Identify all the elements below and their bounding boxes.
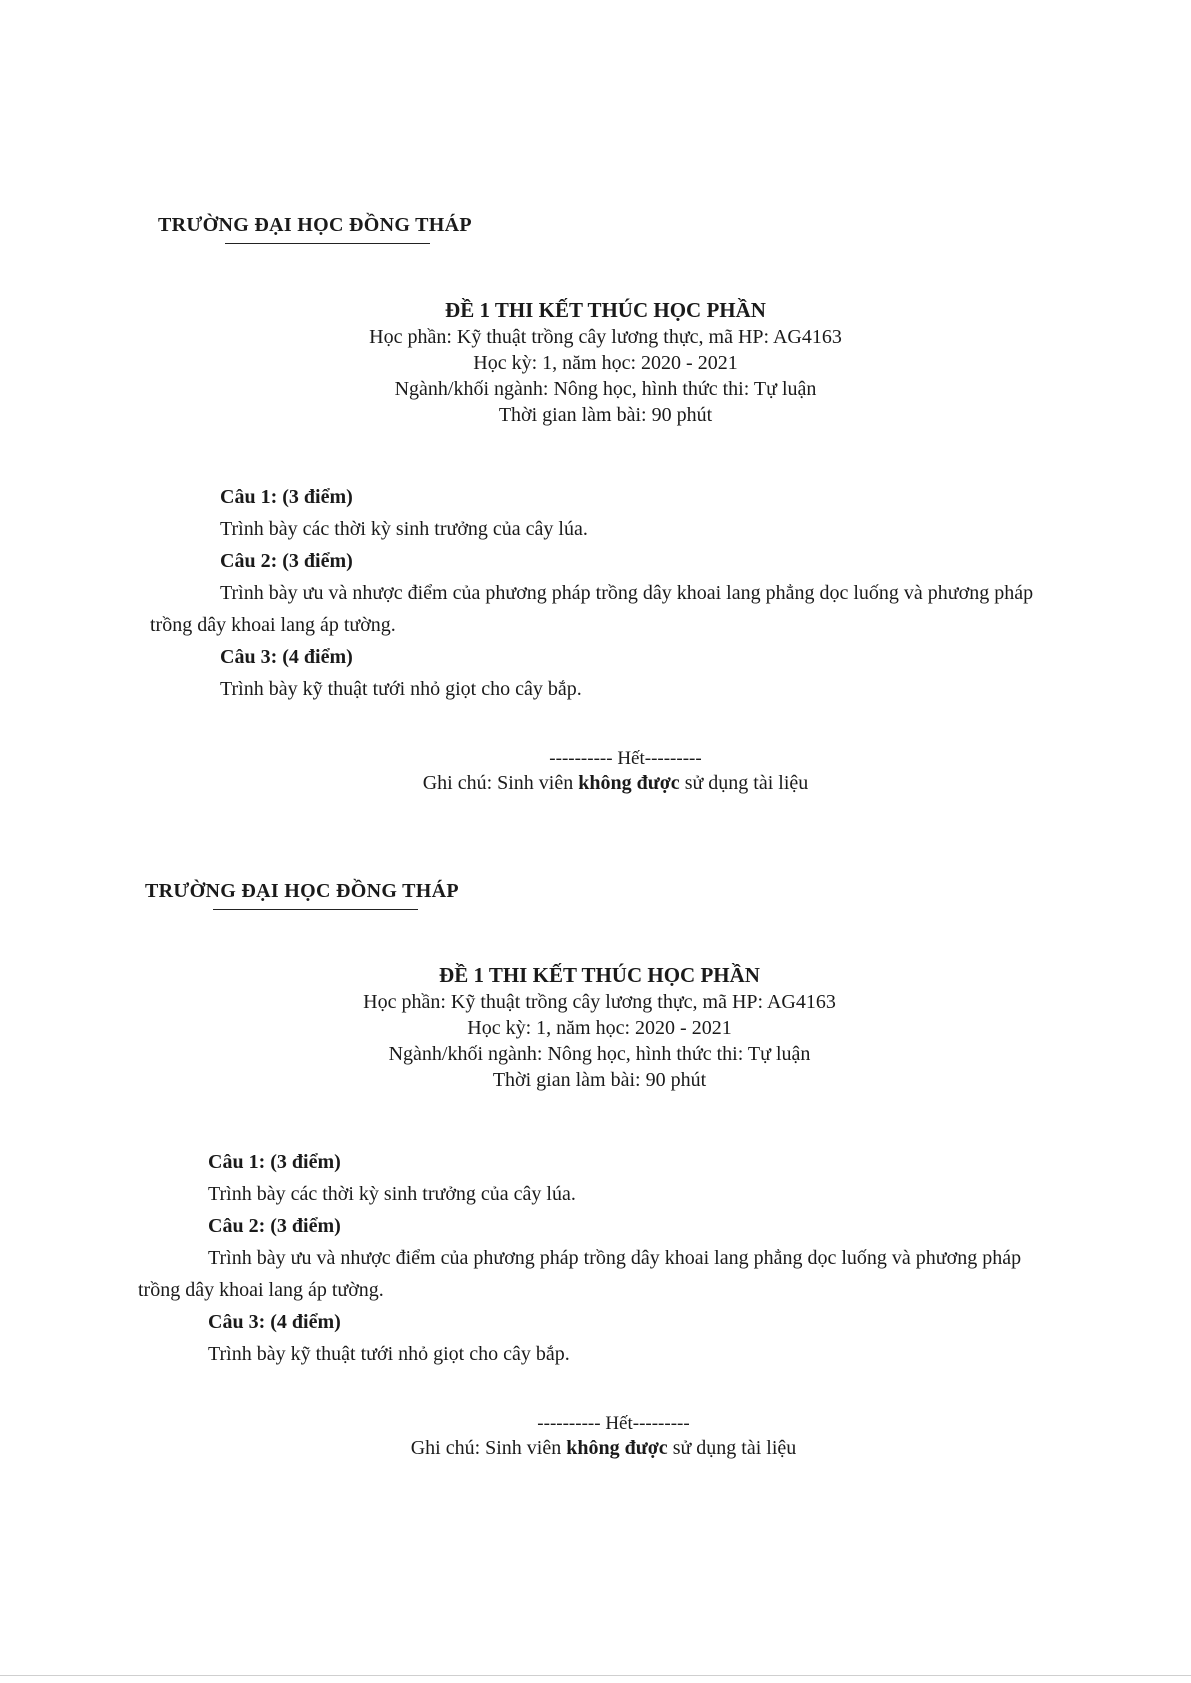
major-line: Ngành/khối ngành: Nông học, hình thức thi: Tự luận (388, 1043, 811, 1065)
note-bold: không được (566, 1437, 668, 1459)
question-2-label: Câu 2: (3 điểm) (208, 1215, 341, 1237)
question-2-label: Câu 2: (3 điểm) (220, 550, 353, 572)
question-2-text: Trình bày ưu và nhược điểm của phương pháp trồng dây khoai lang phẳng dọc luống và phương pháp trồng dây khoai lang áp tường. (150, 582, 1034, 636)
question-3-text: Trình bày kỹ thuật tưới nhỏ giọt cho cây bắp. (220, 678, 582, 700)
school-name: TRƯỜNG ĐẠI HỌC ĐỒNG THÁP (145, 880, 459, 902)
note-prefix: Ghi chú: Sinh viên (410, 1437, 567, 1459)
note (0, 1437, 1191, 1460)
exam-title: ĐỀ 1 THI KẾT THÚC HỌC PHẦN (445, 298, 766, 322)
note-suffix: sử dụng tài liệu (679, 772, 809, 794)
question-3-label: Câu 3: (4 điểm) (208, 1311, 341, 1333)
question-3-label: Câu 3: (4 điểm) (220, 646, 353, 668)
question-1-text: Trình bày các thời kỳ sinh trưởng của cây lúa. (208, 1183, 576, 1205)
school-underline (225, 243, 430, 244)
major-line: Ngành/khối ngành: Nông học, hình thức thi: Tự luận (394, 378, 817, 400)
question-1-label: Câu 1: (3 điểm) (220, 486, 353, 508)
note-bold: không được (578, 772, 680, 794)
time-line: Thời gian làm bài: 90 phút (498, 404, 713, 426)
term-line: Học kỳ: 1, năm học: 2020 - 2021 (467, 1017, 732, 1039)
end-mark: ---------- Hết--------- (549, 748, 702, 769)
note (0, 772, 1191, 795)
note-suffix: sử dụng tài liệu (667, 1437, 797, 1459)
question-2-text: Trình bày ưu và nhược điểm của phương pháp trồng dây khoai lang phẳng dọc luống và phương pháp trồng dây khoai lang áp tường. (138, 1247, 1022, 1301)
exam-header (0, 961, 1191, 1093)
school-name: TRƯỜNG ĐẠI HỌC ĐỒNG THÁP (158, 214, 472, 236)
time-line: Thời gian làm bài: 90 phút (492, 1069, 707, 1091)
school-underline (213, 909, 418, 910)
exam-title: ĐỀ 1 THI KẾT THÚC HỌC PHẦN (439, 963, 760, 987)
term-line: Học kỳ: 1, năm học: 2020 - 2021 (473, 352, 738, 374)
question-list (138, 1146, 1048, 1370)
exam-header (0, 296, 1191, 428)
course-line: Học phần: Kỹ thuật trồng cây lương thực, mã HP: AG4163 (363, 991, 836, 1013)
note-prefix: Ghi chú: Sinh viên (422, 772, 579, 794)
question-1-label: Câu 1: (3 điểm) (208, 1151, 341, 1173)
question-1-text: Trình bày các thời kỳ sinh trưởng của cây lúa. (220, 518, 588, 540)
end-mark: ---------- Hết--------- (537, 1413, 690, 1434)
question-3-text: Trình bày kỹ thuật tưới nhỏ giọt cho cây bắp. (208, 1343, 570, 1365)
question-list (150, 481, 1060, 705)
scan-edge-line (0, 1675, 1191, 1676)
course-line: Học phần: Kỹ thuật trồng cây lương thực, mã HP: AG4163 (369, 326, 842, 348)
